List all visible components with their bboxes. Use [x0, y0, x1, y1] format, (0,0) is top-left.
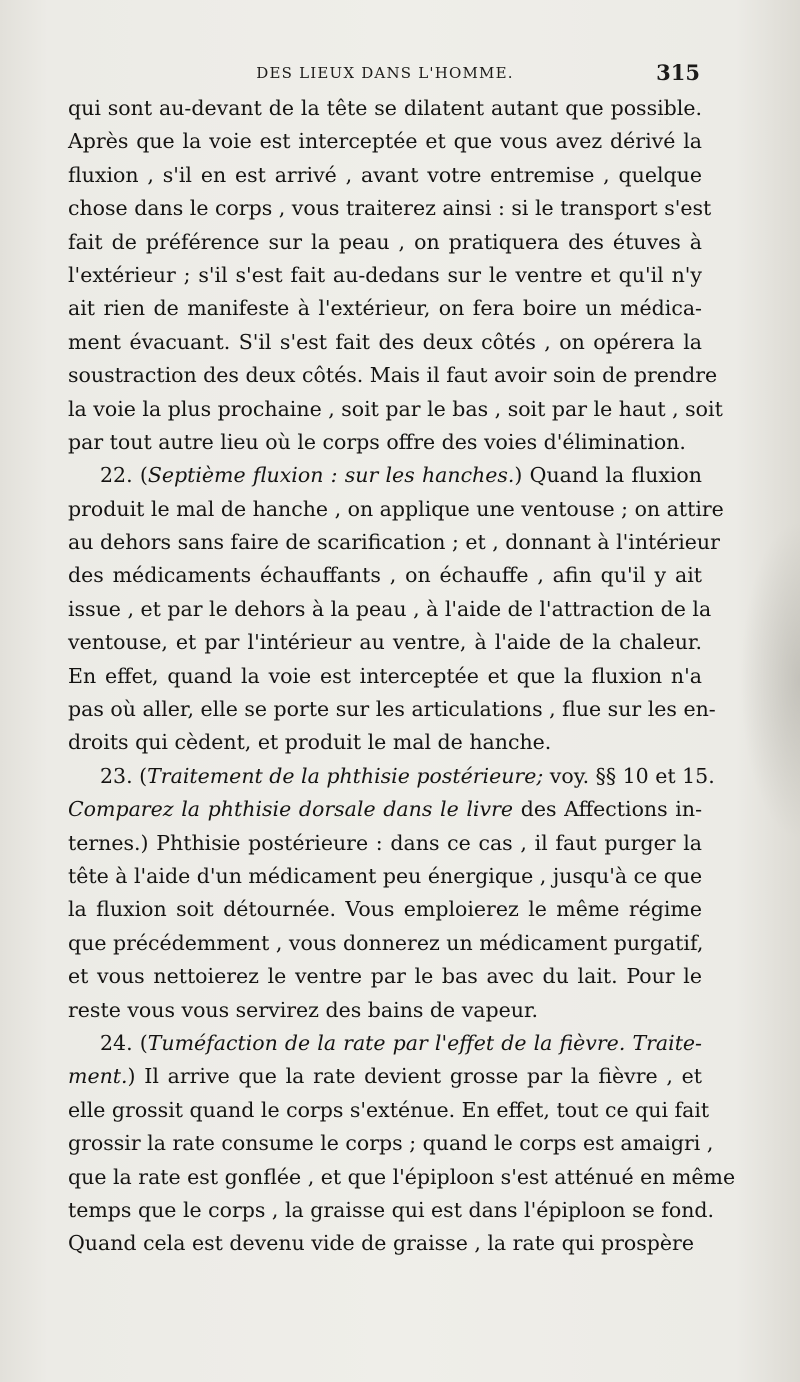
text-run: fluxion , s'il en est arrivé , avant votre entremise , quelque: [68, 162, 702, 187]
text-line: [68, 393, 723, 426]
text-run: des médicaments échauffants , on échauffe , afin qu'il y ait: [68, 563, 702, 588]
text-line: [68, 159, 702, 192]
text-run: que précédemment , vous donnerez un médicament purgatif,: [68, 930, 704, 955]
text-run: droits qui cèdent, et produit le mal de hanche.: [68, 730, 552, 755]
text-line: [68, 493, 724, 526]
text-run: temps que le corps , la graisse qui est dans l'épiploon se fond.: [68, 1197, 715, 1222]
text-line: [68, 1161, 736, 1194]
text-line: [68, 793, 702, 826]
text-run: fait de préférence sur la peau , on pratiquera des étuves à: [68, 229, 702, 254]
running-title: DES LIEUX DANS L'HOMME.: [256, 64, 514, 82]
text-run: ait rien de manifeste à l'extérieur, on fera boire un médica-: [68, 296, 702, 321]
text-run: 22. (: [100, 463, 148, 488]
text-line: [68, 426, 702, 459]
text-run: reste vous vous servirez des bains de vapeur.: [68, 997, 539, 1022]
text-run: 23. (: [100, 763, 148, 788]
text-run: En effet, quand la voie est interceptée et que la fluxion n'a: [68, 663, 702, 688]
text-run: ternes.) Phthisie postérieure : dans ce cas , il faut purger la: [68, 830, 702, 855]
text-run: Quand cela est devenu vide de graisse , la rate qui prospère: [68, 1231, 694, 1256]
text-run: ) Il arrive que la rate devient grosse par la fièvre , et: [127, 1064, 702, 1089]
text-line: [68, 559, 702, 592]
text-line: [68, 326, 702, 359]
text-line: [68, 1194, 715, 1227]
show-through-shadow: [740, 520, 800, 840]
italic-run: Traitement de la phthisie postérieure;: [147, 763, 544, 788]
text-line: [68, 1227, 702, 1260]
text-line: [68, 1127, 714, 1160]
text-line: [68, 927, 702, 960]
text-run: Après que la voie est interceptée et que vous avez dérivé la: [68, 129, 702, 154]
text-run: grossir la rate consume le corps ; quand le corps est amaigri ,: [68, 1131, 714, 1156]
paragraph: [68, 459, 724, 760]
body-text: [68, 92, 736, 1261]
text-line: [68, 994, 702, 1027]
italic-run: ment.: [68, 1064, 128, 1089]
text-line: [68, 292, 702, 325]
italic-run: Septième fluxion : sur les hanches.: [147, 463, 515, 488]
text-run: pas où aller, elle se porte sur les articulations , flue sur les en-: [68, 697, 716, 722]
text-run: des Affections in-: [513, 797, 702, 822]
text-line: [68, 226, 702, 259]
text-run: elle grossit quand le corps s'exténue. En effet, tout ce qui fait: [68, 1097, 710, 1122]
text-run: ) Quand la fluxion: [514, 463, 702, 488]
text-line: [68, 893, 702, 926]
text-run: la fluxion soit détournée. Vous emploierez le même régime: [68, 897, 702, 922]
text-run: qui sont au-devant de la tête se dilatent autant que possible.: [68, 96, 702, 120]
page-number: 315: [656, 60, 700, 85]
text-line: [68, 626, 702, 659]
text-line: [68, 459, 702, 492]
text-run: par tout autre lieu où le corps offre des voies d'élimination.: [68, 429, 686, 454]
running-head: [70, 60, 700, 90]
paragraph: [68, 92, 723, 459]
text-line: [68, 259, 702, 292]
text-run: au dehors sans faire de scarification ; et , donnant à l'intérieur: [68, 530, 720, 555]
text-run: l'extérieur ; s'il s'est fait au-dedans sur le ventre et qu'il n'y: [68, 262, 702, 287]
text-line: [68, 593, 712, 626]
text-line: [68, 726, 702, 759]
text-run: 24. (: [100, 1030, 148, 1055]
text-run: voy. §§ 10 et 15.: [543, 763, 715, 788]
text-run: la voie la plus prochaine , soit par le bas , soit par le haut , soit: [68, 396, 723, 421]
text-run: issue , et par le dehors à la peau , à l'aide de l'attraction de la: [68, 596, 712, 621]
text-line: [68, 860, 702, 893]
text-line: [68, 1027, 702, 1060]
text-line: [68, 960, 702, 993]
text-line: [68, 1060, 702, 1093]
text-line: [68, 827, 702, 860]
text-line: [68, 192, 712, 225]
paragraph: [68, 760, 715, 1027]
text-run: chose dans le corps , vous traiterez ainsi : si le transport s'est: [68, 196, 712, 221]
text-run: que la rate est gonflée , et que l'épiploon s'est atténué en même: [68, 1164, 736, 1189]
italic-run: Tuméfaction de la rate par l'effet de la fièvre. Traite-: [147, 1030, 702, 1055]
italic-run: Comparez la phthisie dorsale dans le livre: [68, 797, 514, 822]
text-run: ventouse, et par l'intérieur au ventre, à l'aide de la chaleur.: [68, 630, 702, 655]
text-run: soustraction des deux côtés. Mais il faut avoir soin de prendre: [68, 363, 718, 388]
text-line: [68, 660, 702, 693]
text-run: ment évacuant. S'il s'est fait des deux côtés , on opérera la: [68, 329, 702, 354]
text-line: [68, 359, 718, 392]
text-line: [68, 526, 720, 559]
text-line: [68, 1094, 710, 1127]
text-line: [68, 125, 702, 158]
text-line: [68, 92, 702, 125]
paragraph: [68, 1027, 736, 1261]
text-run: tête à l'aide d'un médicament peu énergique , jusqu'à ce que: [68, 863, 703, 888]
text-line: [68, 760, 715, 793]
text-run: produit le mal de hanche , on applique une ventouse ; on attire: [68, 496, 724, 521]
text-line: [68, 693, 716, 726]
text-run: et vous nettoierez le ventre par le bas avec du lait. Pour le: [68, 964, 702, 989]
